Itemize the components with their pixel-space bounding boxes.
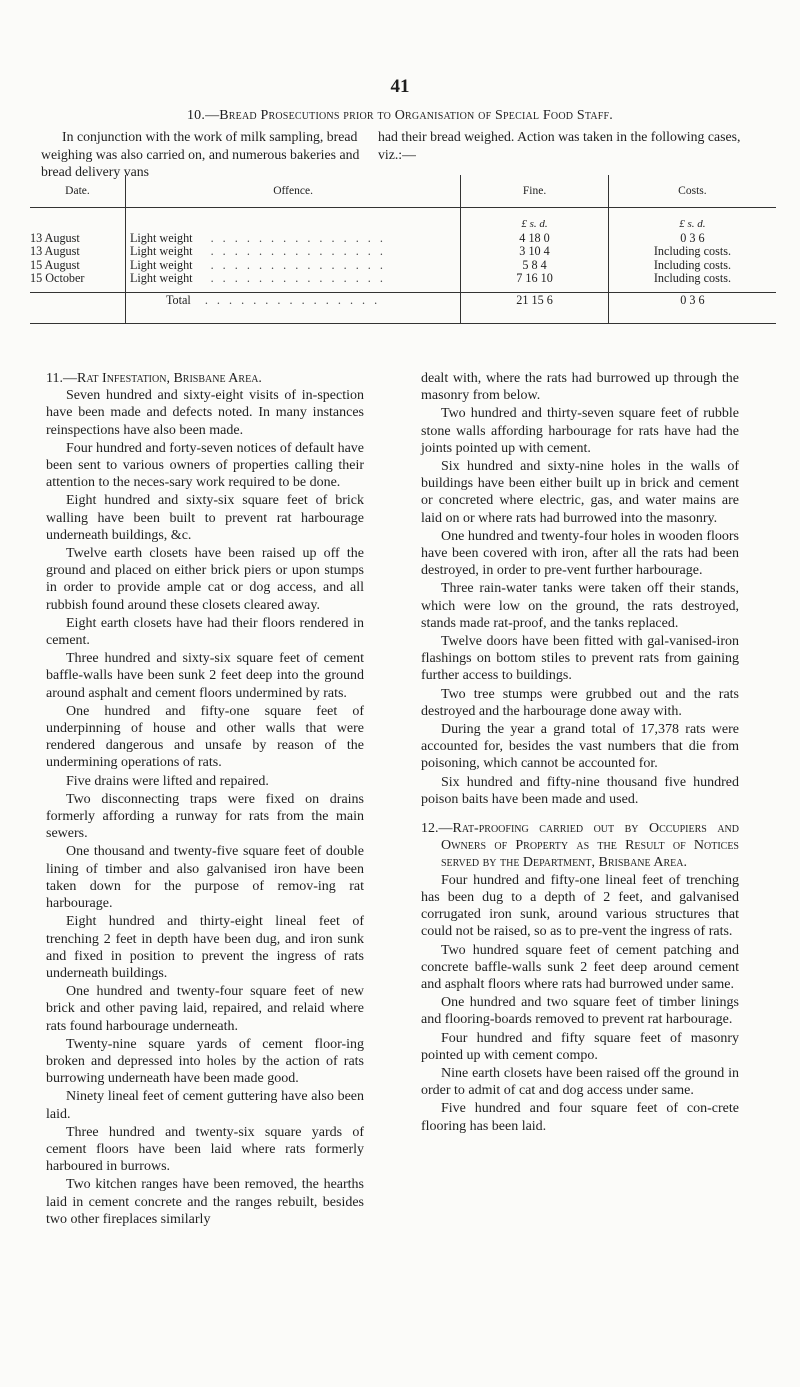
costs-money-head: £ s. d. bbox=[679, 218, 706, 230]
right-column bbox=[421, 370, 739, 1136]
paragraph: Two hundred square feet of cement patching and concrete baffle-walls sunk 2 feet deep around cement and asphalt floors where rats had burrowed under same. bbox=[421, 942, 739, 992]
paragraph: One hundred and twenty-four square feet of new brick and other paving laid, repaired, and relaid where rats found harbourage underneath. bbox=[46, 984, 364, 1034]
paragraph: Eight earth closets have had their floors rendered in cement. bbox=[46, 615, 364, 649]
row-fine: 4 18 0 bbox=[519, 230, 550, 245]
paragraph: Two disconnecting traps were fixed on drains formerly affording a runway for rats from the main sewers. bbox=[46, 791, 364, 842]
header-date: Date. bbox=[30, 175, 125, 208]
row-fine: 7 16 10 bbox=[516, 271, 553, 286]
offence-column: Light weight . . . . . . . . . . . . . . . Light weight . . . . . . . . . . . . . . . Light weight . . . . . . . . . . . . . . . Light weight . . . . . . . . . . . . . . . bbox=[125, 208, 460, 293]
paragraph: Ninety lineal feet of cement guttering have also been laid. bbox=[46, 1089, 364, 1122]
row-offence: Light weight bbox=[129, 230, 193, 245]
header-costs: Costs. bbox=[608, 175, 776, 208]
costs-column bbox=[608, 208, 776, 293]
fine-column bbox=[461, 208, 609, 293]
paragraph: One thousand and twenty-five square feet of double lining of timber and also galvanised iron have been taken down for the purpose of remov-ing rat harbourage. bbox=[46, 844, 364, 912]
paragraph: Eight hundred and thirty-eight lineal feet of trenching 2 feet in depth have been dug, and iron sunk and fixed in position to prevent the ingress of rats underneath buildings. bbox=[46, 914, 364, 981]
paragraph: Nine earth closets have been raised off the ground in order to admit of cat and dog access under same. bbox=[421, 1065, 739, 1099]
row-offence: Light weight bbox=[129, 244, 193, 259]
paragraph: Six hundred and sixty-nine holes in the walls of buildings have been either built up in brick and cement or concreted where electric, gas, and water mains are laid on or where rats had burrowed into the masonry. bbox=[421, 459, 739, 526]
paragraph: Three hundred and sixty-six square feet of cement baffle-walls have been sunk 2 feet deep into the ground around asphalt and cement floors undermined by rats. bbox=[46, 651, 364, 701]
paragraph: Four hundred and fifty square feet of masonry pointed up with cement compo. bbox=[421, 1030, 739, 1063]
paragraph: Two hundred and thirty-seven square feet of rubble stone walls affording harbourage for rats have had the joints pointed up with cement. bbox=[421, 406, 739, 456]
paragraph: dealt with, where the rats had burrowed up through the masonry from below. bbox=[421, 371, 739, 404]
total-fine: 21 15 6 bbox=[461, 292, 609, 323]
paragraph: One hundred and fifty-one square feet of underpinning of house and other walls that were rendered dangerous and unsafe by reason of the undermining operations of rats. bbox=[46, 703, 364, 771]
paragraph: Three rain-water tanks were taken off their stands, which were low on the ground, the rats destroyed, stands made rat-proof, and the tanks replaced. bbox=[421, 581, 739, 631]
paragraph: Four hundred and forty-seven notices of default have been sent to various owners of properties calling their attention to the neces-sary work required to be done. bbox=[46, 440, 364, 491]
paragraph: Two kitchen ranges have been removed, the hearths laid in cement concrete and the ranges rebuilt, besides two other fireplaces similarly bbox=[46, 1177, 364, 1227]
row-costs: Including costs. bbox=[653, 244, 731, 259]
row-date: 13 August bbox=[30, 244, 80, 259]
paragraph: Five drains were lifted and repaired. bbox=[66, 773, 269, 789]
row-date: 15 October bbox=[30, 271, 85, 286]
row-costs: Including costs. bbox=[653, 257, 731, 272]
paragraph: Twelve doors have been fitted with gal-vanised-iron flashings on bottom stiles to prevent rats from gaining further access to buildings. bbox=[421, 634, 739, 684]
paragraph: Six hundred and fifty-nine thousand five hundred poison baits have been made and used. bbox=[421, 774, 739, 807]
paragraph: One hundred and twenty-four holes in wooden floors have been covered with iron, after all the rats had been destroyed, in order to pre-vent further harbourage. bbox=[421, 528, 739, 579]
total-costs: 0 3 6 bbox=[608, 292, 776, 323]
row-date: 13 August bbox=[30, 230, 80, 245]
header-fine: Fine. bbox=[461, 175, 609, 208]
paragraph: One hundred and two square feet of timber linings and flooring-boards removed to prevent rat harbourage. bbox=[421, 995, 739, 1028]
paragraph: Four hundred and fifty-one lineal feet of trenching has been dug to a depth of 2 feet, and galvanised corrugated iron sunk, around various structures that could not be raised, so as to pre-vent the ingress of rats. bbox=[421, 872, 739, 940]
paragraph: Five hundred and four square feet of con-crete flooring has been laid. bbox=[421, 1101, 739, 1134]
section-11-heading: 11.—Rat Infestation, Brisbane Area. bbox=[46, 371, 262, 386]
total-label: Total bbox=[165, 292, 191, 307]
row-date: 15 August bbox=[30, 257, 80, 272]
date-column bbox=[30, 208, 125, 293]
paragraph: During the year a grand total of 17,378 rats were accounted for, besides the vast numbers that die from poisoning, which cannot be accounted for. bbox=[421, 722, 739, 772]
row-fine: 3 10 4 bbox=[519, 244, 550, 259]
section-12-heading: 12.—Rat-proofing carried out by Occupiers and Owners of Property as the Result of Notices served by the Department, Brisbane Area. bbox=[421, 821, 739, 871]
paragraph: Two tree stumps were grubbed out and the rats destroyed and the harbourage done away with. bbox=[421, 686, 739, 719]
paragraph: Twenty-nine square yards of cement floor-ing broken and depressed into holes by the action of rats burrowing underneath have been made good. bbox=[46, 1036, 364, 1087]
paragraph: Seven hundred and sixty-eight visits of in-spection have been made and defects noted. In many instances reinspections have also been made. bbox=[46, 388, 364, 438]
intro-left: In conjunction with the work of milk sampling, bread weighing was also carried on, and numerous bakeries and bread delivery vans bbox=[41, 129, 360, 179]
prosecutions-table bbox=[30, 175, 776, 324]
page-number: 41 bbox=[390, 76, 410, 97]
row-offence: Light weight bbox=[129, 271, 193, 286]
header-offence: Offence. bbox=[125, 175, 460, 208]
table-total-row: Total . . . . . . . . . . . . . . . 21 15 6 0 3 6 bbox=[30, 292, 776, 323]
left-column bbox=[46, 370, 364, 1229]
row-fine: 5 8 4 bbox=[522, 257, 547, 272]
section-10-heading: 10.—Bread Prosecutions prior to Organisation of Special Food Staff. bbox=[186, 108, 614, 123]
paragraph: Twelve earth closets have been raised up off the ground and placed on either brick piers or upon stumps in order to provide ample cat or dog access, and all rubbish found around these closets cleared away. bbox=[46, 546, 364, 613]
intro-right: had their bread weighed. Action was taken in the following cases, viz.:— bbox=[378, 129, 741, 162]
row-offence: Light weight bbox=[129, 257, 193, 272]
row-costs: 0 3 6 bbox=[680, 230, 705, 245]
table-header-row bbox=[30, 175, 776, 208]
paragraph: Three hundred and twenty-six square yards of cement floors have been laid where rats formerly harboured in burrows. bbox=[46, 1124, 364, 1175]
paragraph: Eight hundred and sixty-six square feet of brick walling have been built to prevent rat harbourage underneath buildings, &c. bbox=[46, 493, 364, 543]
table-body-row bbox=[30, 208, 776, 293]
fine-money-head: £ s. d. bbox=[521, 218, 548, 230]
row-costs: Including costs. bbox=[653, 271, 731, 286]
